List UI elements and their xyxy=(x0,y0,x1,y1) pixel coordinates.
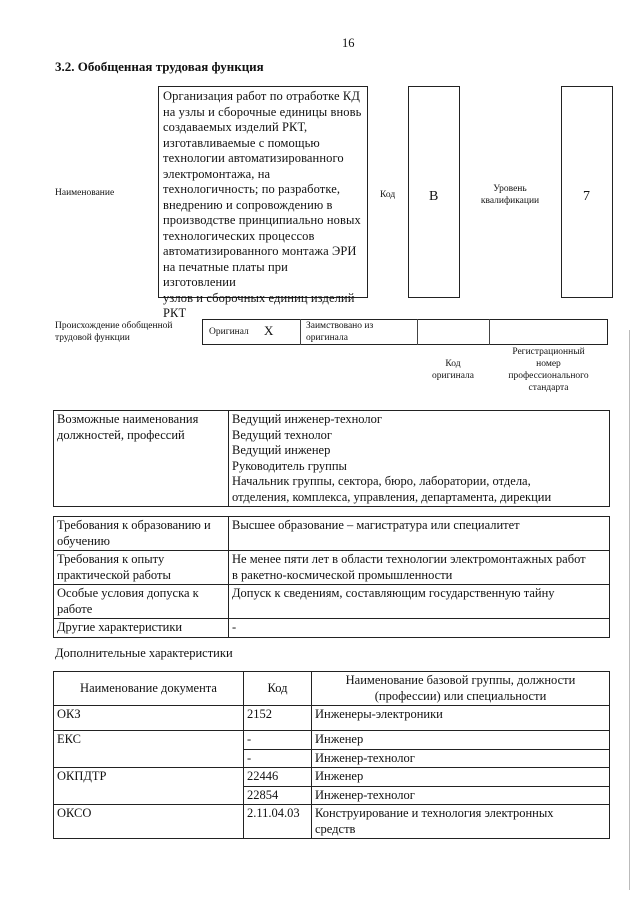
origin-label-line: трудовой функции xyxy=(55,333,130,343)
req-label-cell xyxy=(54,619,229,638)
name-line: технологичность; по разработке, xyxy=(163,182,341,196)
req-value: - xyxy=(232,620,237,634)
name-line: создаваемых изделий РКТ, xyxy=(163,120,308,134)
doc-cell: ЕКС xyxy=(54,731,244,768)
req-label: Требования к образованию и xyxy=(57,518,211,532)
req-value-cell xyxy=(229,551,610,585)
code-cell: 2152 xyxy=(244,706,312,731)
col-header-name xyxy=(312,672,610,706)
level-box xyxy=(561,86,613,298)
code-cell: - xyxy=(244,731,312,750)
req-label: практической работы xyxy=(57,567,171,582)
code-label: Код xyxy=(380,190,396,200)
code-cell: 2.11.04.03 xyxy=(244,805,312,839)
req-value: Не менее пяти лет в области технологии электромонтажных работ xyxy=(232,552,586,566)
position-item: Ведущий технолог xyxy=(232,427,332,442)
code-cell: 22446 xyxy=(244,768,312,787)
level-label xyxy=(466,183,554,207)
origin-label-line: Происхождение обобщенной xyxy=(55,321,173,331)
requirements-table xyxy=(53,516,610,638)
doc-cell: ОКЗ xyxy=(54,706,244,731)
col-header-line: Наименование базовой группы, должности xyxy=(345,673,576,687)
additional-title: Дополнительные характеристики xyxy=(55,646,233,660)
table-row xyxy=(54,517,610,551)
table-row xyxy=(54,706,610,731)
req-value-cell xyxy=(229,585,610,619)
name-line: средств xyxy=(315,821,356,836)
name-line: на печатные платы при изготовлении xyxy=(163,259,288,289)
section-title: 3.2. Обобщенная трудовая функция xyxy=(55,59,264,74)
position-item: отделения, комплекса, управления, департамента, дирекции xyxy=(232,489,552,504)
caption-line: оригинала xyxy=(432,371,474,381)
borrowed-line: оригинала xyxy=(306,333,348,343)
origin-row xyxy=(202,319,608,345)
borrowed-line: Заимствовано из xyxy=(306,321,374,331)
position-item: Ведущий инженер xyxy=(232,443,331,457)
code-cell: - xyxy=(244,749,312,768)
req-value-cell xyxy=(229,517,610,551)
reg-number-caption xyxy=(489,346,608,394)
caption-line: профессионального xyxy=(508,371,589,381)
scan-margin-line xyxy=(629,330,630,890)
original-code-caption xyxy=(417,358,489,382)
name-cell: Инженер-технолог xyxy=(312,749,610,768)
req-label: работе xyxy=(57,601,93,616)
table-row xyxy=(54,585,610,619)
req-value: Допуск к сведениям, составляющим государственную тайну xyxy=(232,586,555,600)
function-name-box xyxy=(158,86,368,320)
col-header-code: Код xyxy=(244,672,312,706)
original-mark: X xyxy=(264,323,274,338)
name-cell: Инженер-технолог xyxy=(312,786,610,805)
code-cell: 22854 xyxy=(244,786,312,805)
level-label-line: квалификации xyxy=(480,196,540,206)
name-line: Конструирование и технология электронных xyxy=(315,806,554,820)
col-header-doc: Наименование документа xyxy=(54,672,244,706)
name-label: Наименование xyxy=(55,188,115,198)
positions-label: Возможные наименования xyxy=(57,412,199,426)
position-item: Начальник группы, сектора, бюро, лаборатории, отдела, xyxy=(232,474,531,488)
col-header-line: (профессии) или специальности xyxy=(374,688,547,703)
positions-table xyxy=(53,410,610,507)
positions-values-cell xyxy=(229,411,610,507)
name-line: электромонтажа, на xyxy=(163,166,271,181)
table-row xyxy=(54,805,610,839)
position-item: Руководитель группы xyxy=(232,458,347,473)
req-label: Другие характеристики xyxy=(57,620,183,634)
table-row xyxy=(54,411,610,507)
positions-label-cell xyxy=(54,411,229,507)
name-line: внедрению и сопровождению в xyxy=(163,197,333,212)
name-line: технологических процессов xyxy=(163,228,315,243)
req-label-cell xyxy=(54,517,229,551)
req-value: Высшее образование – магистратура или специалитет xyxy=(232,518,520,532)
name-line: технологии автоматизированного xyxy=(163,151,344,165)
borrowed-label xyxy=(306,320,373,344)
name-line: производстве принципиально новых xyxy=(163,213,361,227)
additional-table xyxy=(53,671,610,839)
name-line: автоматизированного монтажа ЭРИ xyxy=(163,244,357,258)
name-line: узлов и сборочных единиц изделий xyxy=(163,290,355,305)
positions-label: должностей, профессий xyxy=(57,427,185,442)
req-label: обучению xyxy=(57,533,110,548)
level-value: 7 xyxy=(583,189,590,204)
table-header-row xyxy=(54,672,610,706)
table-row xyxy=(54,731,610,750)
name-line: изготавливаемые с помощью xyxy=(163,135,320,150)
req-label: Требования к опыту xyxy=(57,552,165,566)
req-value: в ракетно-космической промышленности xyxy=(232,567,453,582)
code-value: B xyxy=(429,189,439,204)
table-row xyxy=(54,551,610,585)
caption-line: номер xyxy=(536,359,561,369)
name-cell: Инженер xyxy=(312,731,610,750)
original-label: Оригинал xyxy=(209,327,249,337)
caption-line: Регистрационный xyxy=(512,347,585,357)
name-cell xyxy=(312,805,610,839)
req-label: Особые условия допуска к xyxy=(57,586,199,600)
doc-cell: ОКСО xyxy=(54,805,244,839)
name-cell: Инженеры-электроники xyxy=(312,706,610,731)
name-line: на узлы и сборочные единицы вновь xyxy=(163,104,362,119)
table-row xyxy=(54,768,610,787)
doc-cell: ОКПДТР xyxy=(54,768,244,805)
name-line: Организация работ по отработке КД xyxy=(163,89,360,103)
page-number: 16 xyxy=(342,36,355,50)
level-label-line: Уровень xyxy=(493,184,527,194)
table-row xyxy=(54,619,610,638)
req-label-cell xyxy=(54,585,229,619)
caption-line: стандарта xyxy=(528,383,569,393)
req-label-cell xyxy=(54,551,229,585)
caption-line: Код xyxy=(445,359,461,369)
position-item: Ведущий инженер-технолог xyxy=(232,412,382,426)
origin-label xyxy=(55,320,173,344)
name-cell: Инженер xyxy=(312,768,610,787)
code-box xyxy=(408,86,460,298)
req-value-cell xyxy=(229,619,610,638)
name-line: РКТ xyxy=(163,306,187,320)
